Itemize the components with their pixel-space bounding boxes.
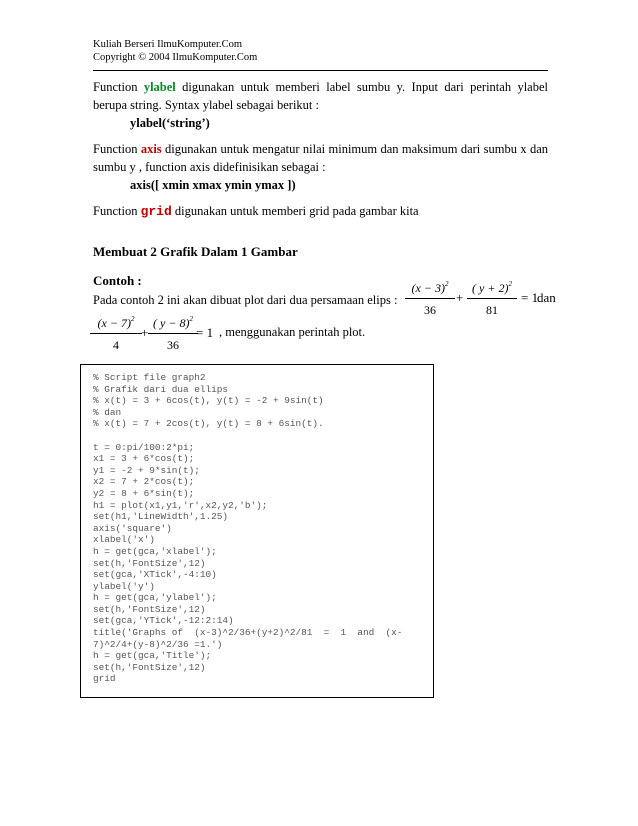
example-suffix: , menggunakan perintah plot. [219,325,366,339]
eq1-equals: = 1 [521,290,539,305]
eq1-fraction-2 [467,280,517,318]
code-line [93,430,423,442]
code-line: set(h1,'LineWidth',1.25) [93,511,229,523]
code-line: % Grafik dari dua ellips [93,383,229,395]
header-rule [93,70,548,71]
code-line: set(gca,'YTick',-12:2:14) [93,615,234,627]
axis-syntax: axis([ xmin xmax ymin ymax ]) [130,178,296,192]
grid-paragraph [93,202,548,221]
eq1-den1: 36 [424,303,436,317]
ylabel-syntax: ylabel(‘string’) [130,116,210,130]
code-listing [93,372,423,685]
ylabel-keyword: ylabel [143,80,176,94]
eq1-exp1: 2 [444,280,449,288]
code-line: set(h,'FontSize',12) [93,557,206,569]
code-line: grid [93,673,116,685]
eq2-equals: = 1 [196,325,214,340]
code-line: axis('square') [93,522,172,534]
eq2-fraction-2 [148,315,198,353]
code-line: x2 = 7 + 2*cos(t); [93,476,195,488]
section-heading: Membuat 2 Grafik Dalam 1 Gambar [93,244,298,259]
ylabel-paragraph [93,78,548,114]
code-line: y1 = -2 + 9*sin(t); [93,464,200,476]
eq2-fraction-1 [90,315,142,353]
axis-prefix: Function [93,142,138,156]
eq2-num1: (x − 7) [97,316,131,330]
header-copyright: Copyright © 2004 IlmuKomputer.Com [93,52,258,63]
code-line: h = get(gca,'xlabel'); [93,545,217,557]
code-line: % Script file graph2 [93,372,206,383]
code-line: set(h,'FontSize',12) [93,603,206,615]
eq2-den1: 4 [113,338,119,352]
eq2-num2: ( y − 8) [153,316,190,330]
axis-paragraph [93,140,548,176]
code-line: % x(t) = 7 + 2cos(t), y(t) = 8 + 6sin(t). [93,418,324,430]
eq2-den2: 36 [167,338,179,352]
eq2-plus: + [141,325,149,340]
code-line: set(h,'FontSize',12) [93,661,206,673]
code-line: title('Graphs of (x-3)^2/36+(y+2)^2/81 = 1 and (x- [93,627,403,639]
code-line: set(gca,'XTick',-4:10) [93,569,217,581]
ylabel-prefix: Function [93,80,138,94]
grid-keyword: grid [140,204,172,219]
code-line: 7)^2/4+(y-8)^2/36 =1.') [93,638,223,650]
code-line: ylabel('y') [93,580,155,592]
header-title: Kuliah Berseri IlmuKomputer.Com [93,39,243,50]
eq1-num2: ( y + 2) [472,281,509,295]
ylabel-text: digunakan untuk memberi label sumbu y. Input dari perintah ylabel berupa string. Syntax ylabel sebagai berikut : [93,80,548,112]
grid-text: digunakan untuk memberi grid pada gambar kita [174,204,419,218]
eq1-den2: 81 [486,303,498,317]
eq2-exp2: 2 [189,315,193,323]
eq1-num1: (x − 3) [411,281,445,295]
code-line: % x(t) = 3 + 6cos(t), y(t) = -2 + 9sin(t) [93,395,324,407]
grid-prefix: Function [93,204,138,218]
eq1-dan: dan [537,290,556,305]
axis-keyword: axis [140,142,162,156]
code-line: y2 = 8 + 6*sin(t); [93,487,195,499]
code-line: h = get(gca,'Title'); [93,650,212,662]
code-line: x1 = 3 + 6*cos(t); [93,453,195,465]
code-line: % dan [93,406,122,418]
contoh-label: Contoh : [93,273,142,288]
code-line: h1 = plot(x1,y1,'r',x2,y2,'b'); [93,499,268,511]
code-line: h = get(gca,'ylabel'); [93,592,217,604]
eq2-exp1: 2 [130,315,135,323]
code-line: t = 0:pi/100:2*pi; [93,441,195,453]
eq1-fraction-1 [405,280,455,318]
page-header [93,38,257,64]
example-intro: Pada contoh 2 ini akan dibuat plot dari dua persamaan elips : [93,293,398,307]
axis-text: digunakan untuk mengatur nilai minimum dan maksimum dari sumbu x dan sumbu y , function axis didefinisikan sebagai : [93,142,549,174]
eq1-exp2: 2 [508,280,512,288]
eq1-plus: + [456,290,464,305]
code-line: xlabel('x') [93,534,155,546]
